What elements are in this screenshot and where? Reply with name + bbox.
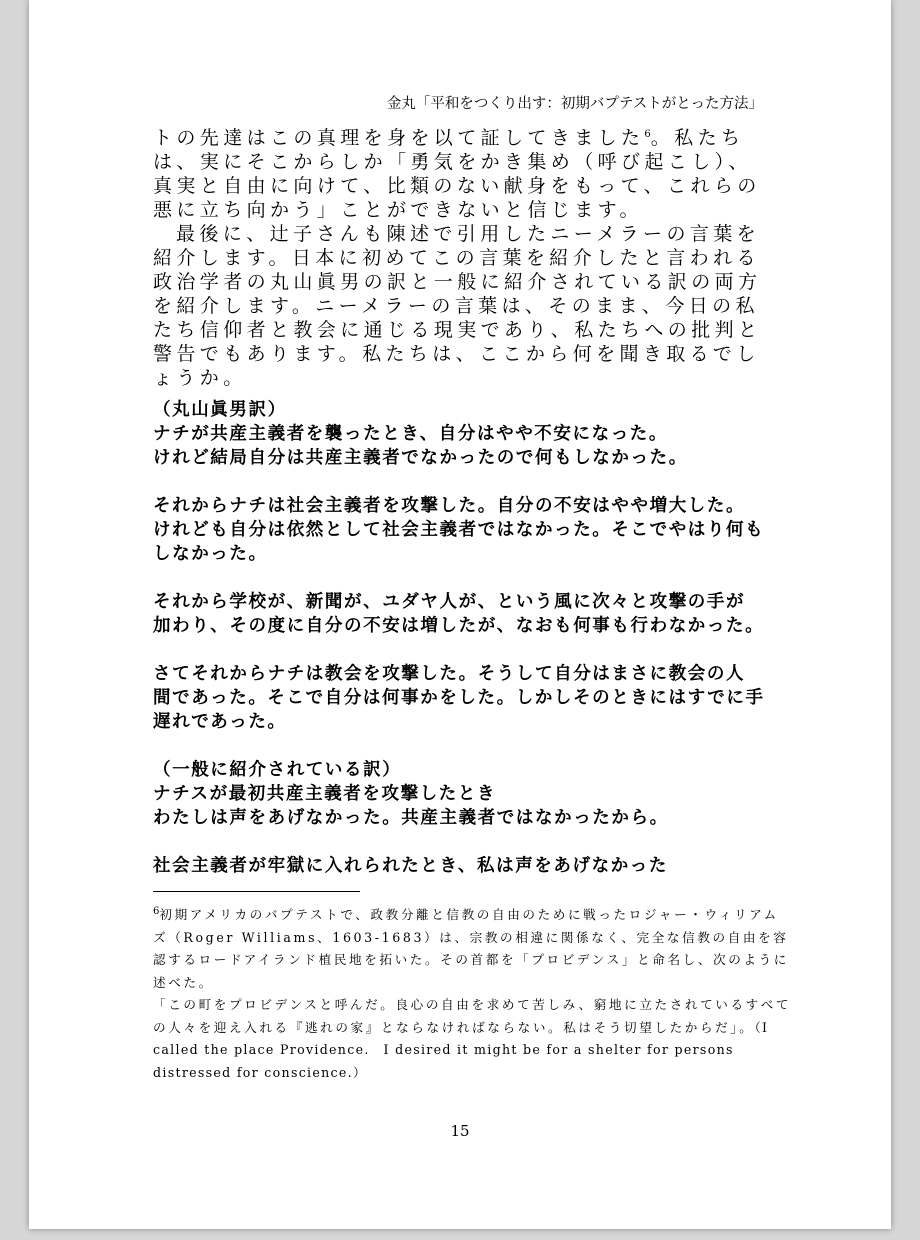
body-paragraph-end: 。私たちは、実にそこからしか「勇気をかき集め（呼び起こし）、真実と自由に向けて、比類のない献身をもって、これらの悪に立ち向かう」ことができないと信じます。 [153, 127, 761, 221]
quote-line: けれど結局自分は共産主義者でなかったので何もしなかった。 [153, 448, 688, 468]
quote-line: ナチスが最初共産主義者を攻撃したとき [153, 784, 497, 804]
quote-stanza [153, 590, 793, 638]
quote-line: 遅れであった。 [153, 712, 287, 732]
footnote-quote-japanese: 「この町をプロビデンスと呼んだ。良心の自由を求めて苦しみ、窮地に立たされているすべての人々を迎え入れる『逃れの家』とならなければならない。私はそう切望したからだ」。 [153, 997, 792, 1035]
body-text [153, 126, 771, 390]
quote-line: 社会主義者が牢獄に入れられたとき、私は声をあげなかった [153, 856, 668, 876]
quote-line: わたしは声をあげなかった。共産主義者ではなかったから。 [153, 808, 669, 828]
footnote-paragraph [153, 904, 793, 994]
quote-stanza [153, 662, 793, 734]
body-paragraph [153, 126, 771, 222]
niemoller-quotes [153, 398, 793, 902]
quote-line: 間であった。そこで自分は何事かをした。しかしそのときにはすでに手 [153, 688, 765, 708]
quote-line: けれども自分は依然として社会主義者ではなかった。そこでやはり何も [153, 520, 765, 540]
footnote [153, 904, 793, 1084]
quote-line: 加わり、その度に自分の不安は増したが、なおも何事も行わなかった。 [153, 616, 765, 636]
footnote-reference[interactable]: 6 [644, 129, 651, 140]
footnote-divider [153, 891, 360, 892]
document-page [29, 0, 891, 1229]
quote-heading: （一般に紹介されている訳） [153, 760, 402, 780]
footnote-paragraph [153, 994, 793, 1084]
footnote-text: 初期アメリカのバプテストで、政教分離と信教の自由のために戦ったロジャー・ウィリアムズ（Roger Williams、1603-1683）は、宗教の相違に関係なく、完全な信教の自由を容認するロードアイランド植民地を拓いた。その首都を「プロビデンス」と命名し、次のように述べた。 [153, 907, 789, 990]
quote-line: それから学校が、新聞が、ユダヤ人が、という風に次々と攻撃の手が [153, 592, 746, 612]
quote-line: しなかった。 [153, 544, 268, 564]
footnote-quote-english: （I called the place Providence. I desired it might be for a shelter for persons distressed for conscience.） [153, 1019, 769, 1080]
quote-line: ナチが共産主義者を襲ったとき、自分はやや不安になった。 [153, 424, 668, 444]
footnote-number: 6 [153, 906, 160, 917]
quote-stanza [153, 854, 793, 878]
body-paragraph: 最後に、辻子さんも陳述で引用したニーメラーの言葉を紹介します。日本に初めてこの言葉を紹介したと言われる政治学者の丸山眞男の訳と一般に紹介されている訳の両方を紹介します。ニーメラーの言葉は、そのまま、今日の私たち信仰者と教会に通じる現実であり、私たちへの批判と警告でもあります。私たちは、ここから何を聞き取るでしょうか。 [153, 223, 762, 389]
page-number: 15 [450, 1122, 470, 1140]
running-header: 金丸「平和をつくり出す：初期バプテストがとった方法」 [386, 96, 763, 112]
general-translation [153, 758, 793, 830]
body-paragraph-start: トの先達はこの真理を身を以て証してきました [153, 127, 645, 149]
quote-heading: （丸山眞男訳） [153, 400, 287, 420]
quote-line: それからナチは社会主義者を攻撃した。自分の不安はやや増大した。 [153, 496, 746, 516]
quote-stanza [153, 494, 793, 566]
maruyama-translation [153, 398, 793, 470]
quote-line: さてそれからナチは教会を攻撃した。そうして自分はまさに教会の人 [153, 664, 746, 684]
